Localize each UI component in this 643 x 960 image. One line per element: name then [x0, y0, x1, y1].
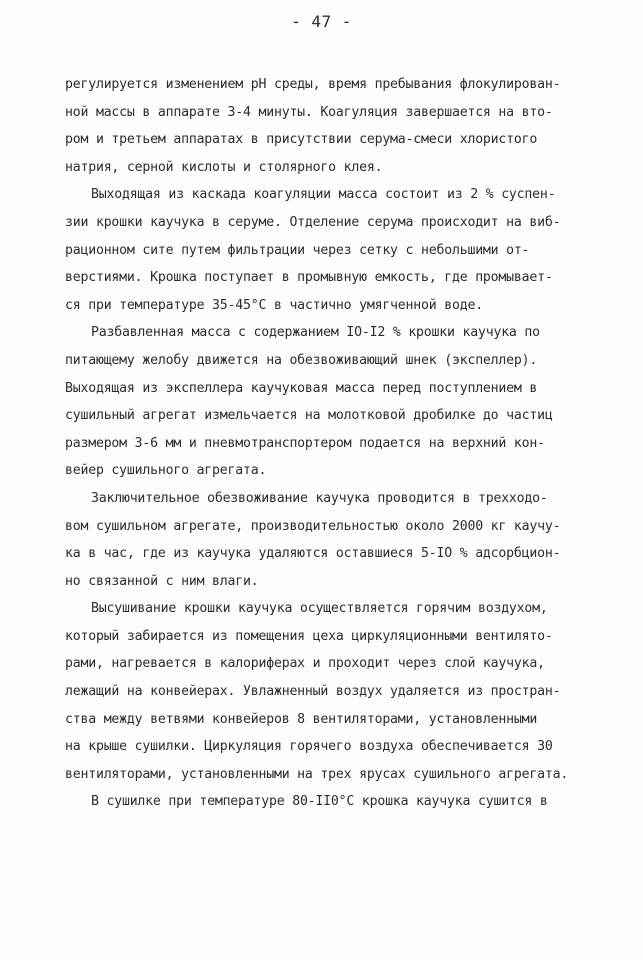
text-line: сушильный агрегат измельчается на молотковой дробилке до частиц: [65, 408, 553, 424]
text-line: рами, нагревается в калориферах и проходит через слой каучука,: [65, 656, 545, 672]
text-line: ной массы в аппарате 3-4 минуты. Коагуляция завершается на вто-: [65, 104, 553, 120]
text-line: вентиляторами, установленными на трех ярусах сушильного агрегата.: [65, 766, 569, 782]
text-line: размером 3-6 мм и пневмотранспортером подается на верхний кон-: [65, 435, 545, 451]
paragraph-first-line: Заключительное обезвоживание каучука проводится в трехходо-: [91, 490, 548, 506]
text-line: ка в час, где из каучука удаляются оставшиеся 5-IO % адсорбцион-: [65, 546, 561, 562]
text-line: регулируется изменением pH среды, время пребывания флокулирован-: [65, 77, 561, 92]
text-line: верстиями. Крошка поступает в промывную емкость, где промывает-: [65, 270, 553, 286]
text-line: вейер сушильного агрегата.: [65, 463, 267, 479]
text-line: который забирается из помещения цеха циркуляционными вентилято-: [65, 628, 553, 644]
text-line: на крыше сушилки. Циркуляция горячего воздуха обеспечивается 30: [65, 739, 553, 755]
text-line: ся при температуре 35-45°С в частично умягченной воде.: [65, 297, 483, 313]
paragraph-first-line: Высушивание крошки каучука осуществляется горячим воздухом,: [91, 601, 548, 617]
text-line: ства между ветвями конвейеров 8 вентиляторами, установленными: [65, 711, 538, 727]
text-line: зии крошки каучука в серуме. Отделение серума происходит на виб-: [65, 214, 561, 230]
page-number: - 47 -: [291, 12, 352, 31]
paragraph-first-line: В сушилке при температуре 80-II0°С крошка каучука сушится в: [91, 794, 548, 810]
paragraph-first-line: Разбавленная масса с содержанием IO-I2 % крошки каучука по: [91, 325, 540, 341]
text-line: рационном сите путем фильтрации через сетку с небольшими от-: [65, 242, 530, 258]
text-line: Выходящая из экспеллера каучуковая масса перед поступлением в: [65, 380, 538, 396]
text-line: но связанной с ним влаги.: [65, 573, 259, 589]
paragraph-first-line: Выходящая из каскада коагуляции масса состоит из 2 % суспен-: [91, 187, 556, 203]
text-line: ром и третьем аппаратах в присутствии серума-смеси хлористого: [65, 132, 538, 148]
text-line: натрия, серной кислоты и столярного клея.: [65, 159, 383, 175]
body-text: [65, 71, 617, 816]
text-line: лежащий на конвейерах. Увлажненный воздух удаляется из простран-: [65, 684, 561, 700]
text-line: вом сушильном агрегате, производительностью около 2000 кг каучу-: [65, 518, 561, 534]
text-line: питающему желобу движется на обезвоживающий шнек (экспеллер).: [65, 352, 538, 368]
